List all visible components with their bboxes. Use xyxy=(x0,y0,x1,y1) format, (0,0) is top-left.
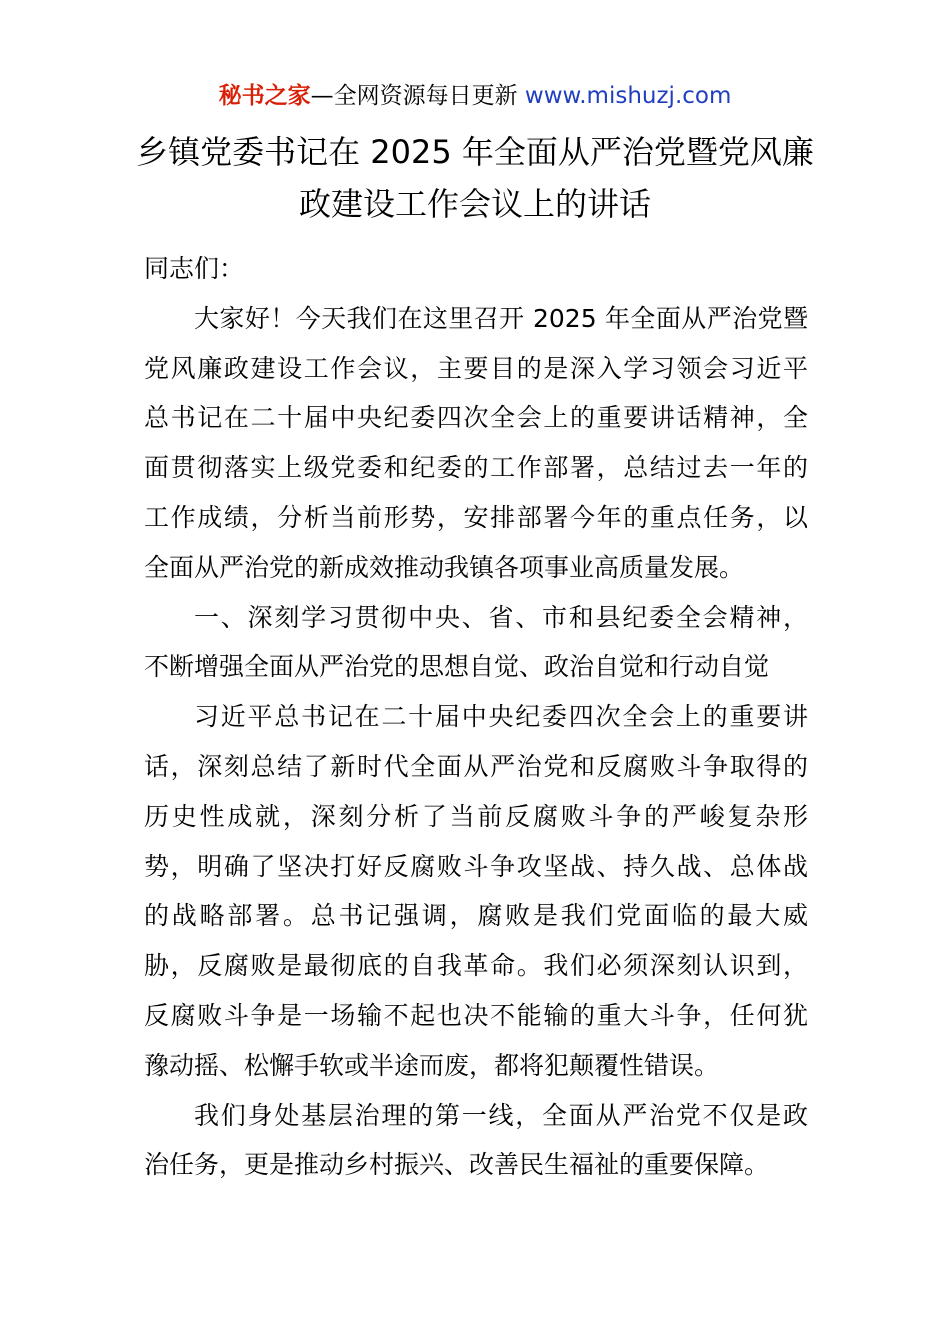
title-line-2: 政建设工作会议上的讲话 xyxy=(298,185,651,223)
paragraph-1-line-3: 总书记在二十届中央纪委四次全会上的重要讲话精神，全 xyxy=(144,403,808,433)
site-brand: 秘书之家 xyxy=(218,83,311,109)
site-header xyxy=(0,80,950,112)
paragraph-4-line-1: 我们身处基层治理的第一线，全面从严治党不仅是政 xyxy=(194,1100,808,1130)
paragraph-3-line-4: 势，明确了坚决打好反腐败斗争攻坚战、持久战、总体战 xyxy=(144,851,808,881)
paragraph-1-line-1: 大家好！今天我们在这里召开 2025 年全面从严治党暨 xyxy=(194,303,808,333)
site-tagline: —全网资源每日更新 xyxy=(310,83,525,109)
document-body xyxy=(144,244,808,1190)
paragraph-1-line-5: 工作成绩，分析当前形势，安排部署今年的重点任务，以 xyxy=(144,502,808,532)
paragraph-1-line-6: 全面从严治党的新成效推动我镇各项事业高质量发展。 xyxy=(144,552,745,582)
paragraph-3-line-7: 反腐败斗争是一场输不起也决不能输的重大斗争，任何犹 xyxy=(144,1000,808,1030)
paragraph-3-line-8: 豫动摇、松懈手软或半途而废，都将犯颠覆性错误。 xyxy=(144,1050,720,1080)
section-heading-line-2: 不断增强全面从严治党的思想自觉、政治自觉和行动自觉 xyxy=(144,652,770,682)
paragraph-1-line-4: 面贯彻落实上级党委和纪委的工作部署，总结过去一年的 xyxy=(144,453,808,483)
site-url-link[interactable]: www.mishuzj.com xyxy=(524,83,732,109)
salutation: 同志们： xyxy=(144,254,245,283)
paragraph-3-line-3: 历史性成就，深刻分析了当前反腐败斗争的严峻复杂形 xyxy=(144,801,808,831)
paragraph-3-line-5: 的战略部署。总书记强调，腐败是我们党面临的最大威 xyxy=(144,901,808,931)
paragraph-1-line-2: 党风廉政建设工作会议，主要目的是深入学习领会习近平 xyxy=(144,353,808,383)
title-line-1: 乡镇党委书记在 2025 年全面从严治党暨党风廉 xyxy=(136,133,814,171)
paragraph-3-line-6: 胁，反腐败是最彻底的自我革命。我们必须深刻认识到， xyxy=(144,951,808,981)
paragraph-3-line-2: 话，深刻总结了新时代全面从严治党和反腐败斗争取得的 xyxy=(144,751,808,781)
document-title xyxy=(0,126,950,230)
paragraph-4-line-2: 治任务，更是推动乡村振兴、改善民生福祉的重要保障。 xyxy=(144,1150,770,1180)
paragraph-3-line-1: 习近平总书记在二十届中央纪委四次全会上的重要讲 xyxy=(194,702,808,732)
section-heading-line-1: 一、深刻学习贯彻中央、省、市和县纪委全会精神， xyxy=(194,602,808,632)
